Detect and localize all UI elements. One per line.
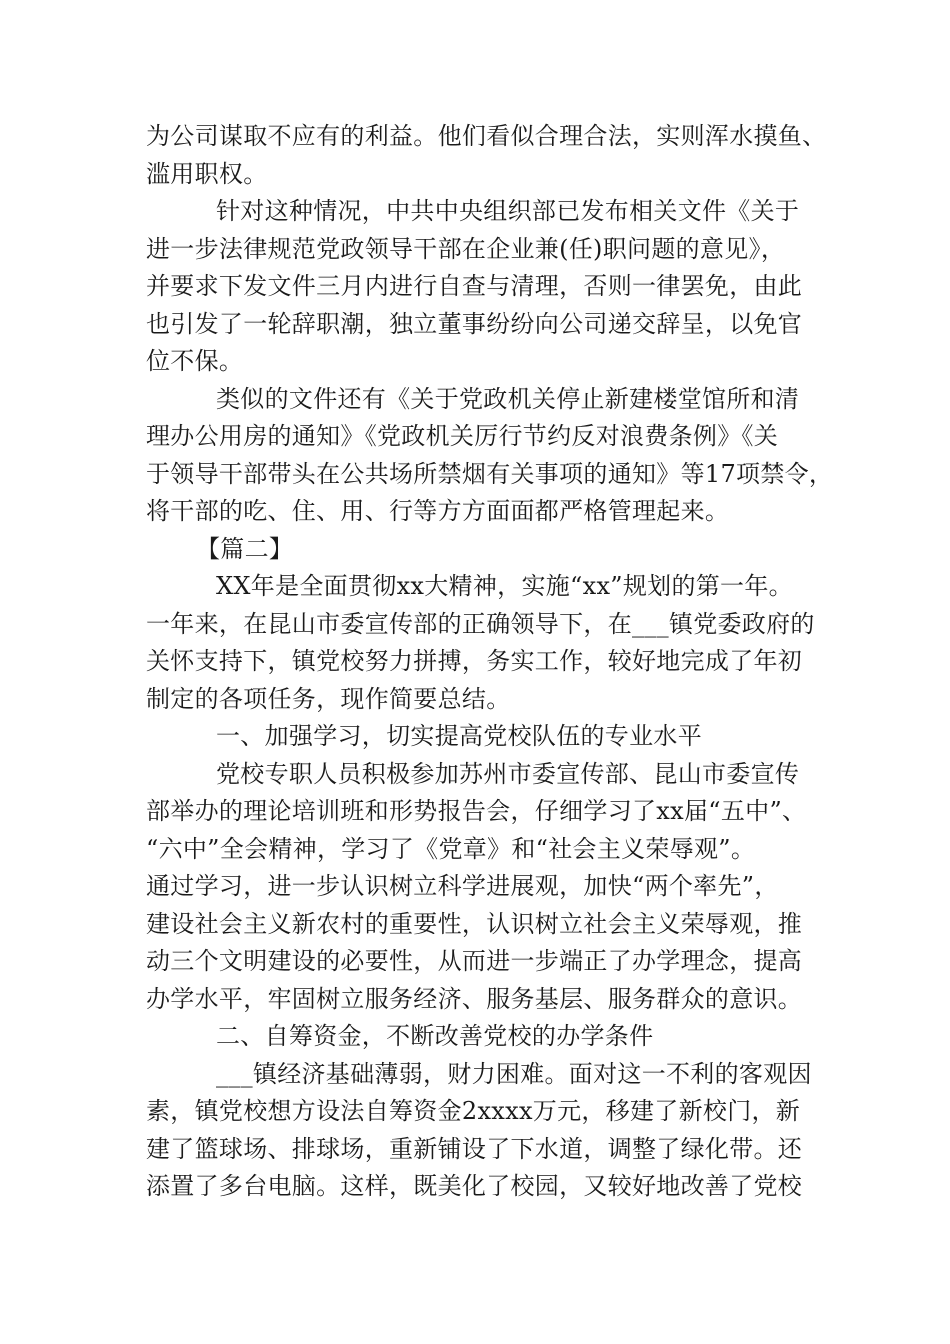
text-line: 建设社会主义新农村的重要性，认识树立社会主义荣辱观，推 (146, 909, 803, 938)
text-line: 理办公用房的通知》《党政机关厉行节约反对浪费条例》《关 (146, 422, 779, 450)
subsection-heading: 一、加强学习，切实提高党校队伍的专业水平 (216, 722, 702, 750)
text-line: 于领导干部带头在公共场所禁烟有关事项的通知》等17项禁令， (146, 459, 834, 488)
text-line: 位不保。 (146, 347, 244, 375)
text-line: 一年来，在昆山市委宣传部的正确领导下，在___镇党委政府的 (146, 609, 815, 638)
text-line: 素，镇党校想方设法自筹资金2xxxx万元，移建了新校门，新 (146, 1097, 801, 1125)
subsection-heading: 二、自筹资金，不断改善党校的办学条件 (216, 1022, 654, 1050)
text-line: 制定的各项任务，现作简要总结。 (146, 684, 511, 713)
text-line: XX年是全面贯彻xx大精神，实施“xx”规划的第一年。 (216, 572, 793, 600)
section-heading: 【篇二】 (196, 534, 294, 563)
text-line: 类似的文件还有《关于党政机关停止新建楼堂馆所和清 (216, 384, 800, 413)
text-line: 添置了多台电脑。这样，既美化了校园，又较好地改善了党校 (146, 1172, 803, 1200)
text-line: 为公司谋取不应有的利益。他们看似合理合法，实则浑水摸鱼、 (146, 122, 827, 150)
text-line: 动三个文明建设的必要性，从而进一步端正了办学理念，提高 (146, 947, 803, 975)
text-line: 进一步法律规范党政领导干部在企业兼(任)职问题的意见》， (146, 234, 786, 263)
text-line: “六中”全会精神，学习了《党章》和“社会主义荣辱观”。 (146, 834, 756, 863)
text-line: 将干部的吃、住、用、行等方方面面都严格管理起来。 (146, 497, 730, 525)
text-line: 办学水平，牢固树立服务经济、服务基层、服务群众的意识。 (146, 984, 803, 1013)
text-line: 关怀支持下，镇党校努力拼搏，务实工作，较好地完成了年初 (146, 647, 803, 675)
text-line: 滥用职权。 (146, 159, 268, 188)
text-line: 部举办的理论培训班和形势报告会，仔细学习了xx届“五中”、 (146, 797, 807, 825)
text-line: 通过学习，进一步认识树立科学进展观，加快“两个率先”， (146, 872, 779, 900)
text-line: 并要求下发文件三月内进行自查与清理，否则一律罢免，由此 (146, 272, 803, 300)
text-line: ___镇经济基础薄弱，财力困难。面对这一不利的客观因 (216, 1059, 812, 1088)
document-body (146, 118, 834, 1206)
text-line: 也引发了一轮辞职潮，独立董事纷纷向公司递交辞呈，以免官 (146, 309, 803, 338)
text-line: 针对这种情况，中共中央组织部已发布相关文件《关于 (216, 197, 800, 225)
text-line: 党校专职人员积极参加苏州市委宣传部、昆山市委宣传 (216, 759, 800, 788)
text-line: 建了篮球场、排球场，重新铺设了下水道，调整了绿化带。还 (146, 1134, 803, 1163)
